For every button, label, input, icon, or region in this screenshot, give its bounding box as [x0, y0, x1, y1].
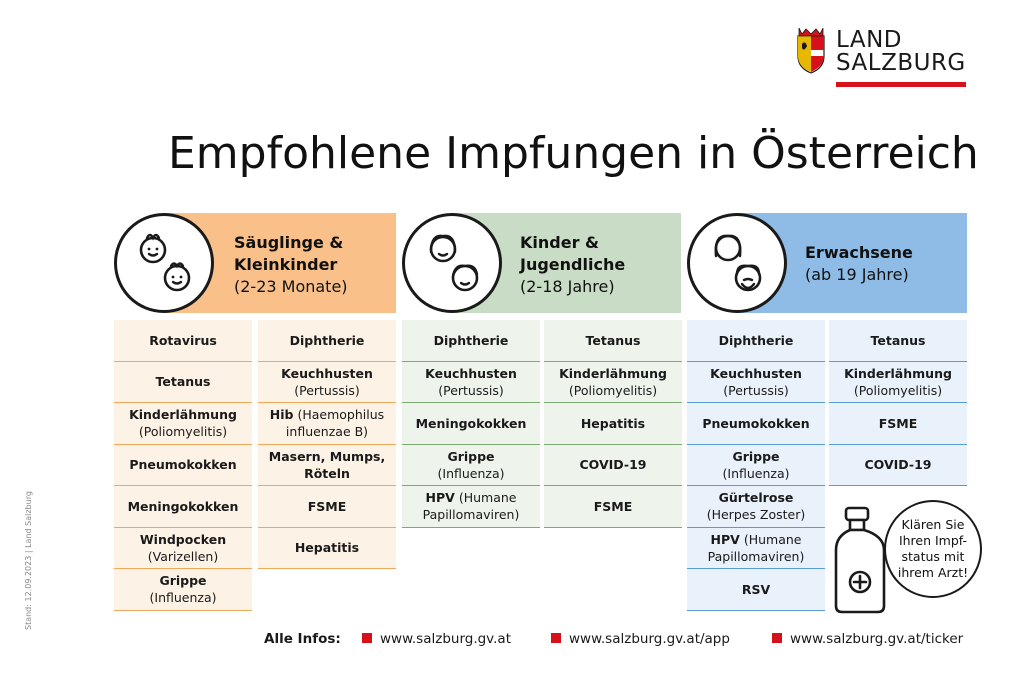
vaccine-name-line2: Röteln — [304, 465, 350, 481]
vaccine-name: Diphtherie — [718, 332, 794, 348]
speech-bubble-text: Klären Sie Ihren Impf- status mit ihrem Arzt! — [897, 517, 969, 580]
vaccine-name: COVID-19 — [579, 457, 647, 473]
vaccine-column-infants-1 — [114, 320, 252, 611]
page-title: Empfohlene Impfungen in Österreich — [168, 128, 979, 179]
vaccine-detail-inline: (Humane — [743, 531, 802, 547]
group-title-children-line2: Jugendliche — [520, 255, 626, 274]
vaccine-name: Kinderlähmung — [559, 365, 667, 381]
adults-icon — [687, 213, 787, 313]
vaccine-detail: (Pertussis) — [438, 382, 504, 398]
vaccine-name: RSV — [741, 581, 771, 597]
vaccine-cell — [402, 320, 540, 362]
children-icon — [402, 213, 502, 313]
vaccine-cell — [114, 362, 252, 404]
vaccine-column-adults-1 — [687, 320, 825, 611]
land-salzburg-logo — [794, 26, 974, 90]
vaccine-name: Grippe — [447, 448, 495, 464]
vaccine-detail: Papillomaviren) — [707, 548, 805, 564]
footer-link-ticker[interactable] — [772, 631, 963, 647]
group-header-adults — [687, 213, 967, 313]
vaccine-name: Pneumokokken — [129, 457, 237, 473]
vaccine-name: Tetanus — [155, 374, 211, 390]
vaccine-column-infants-2 — [258, 320, 396, 569]
vaccine-name: Rotavirus — [149, 332, 217, 348]
vaccine-name: Masern, Mumps, — [268, 448, 386, 464]
vaccine-cell — [114, 445, 252, 487]
vaccine-name: Tetanus — [870, 332, 926, 348]
footer-link-text: www.salzburg.gv.at/app — [569, 631, 730, 647]
vaccine-cell — [258, 445, 396, 487]
vaccine-detail: (Poliomyelitis) — [568, 382, 658, 398]
vaccine-name: Meningokokken — [415, 415, 527, 431]
group-subtitle-adults: (ab 19 Jahre) — [805, 265, 909, 284]
vaccine-name: COVID-19 — [864, 457, 932, 473]
vaccine-cell — [687, 320, 825, 362]
vaccine-cell — [258, 403, 396, 445]
footer-link-text: www.salzburg.gv.at — [380, 631, 511, 647]
vaccine-cell — [687, 569, 825, 611]
vaccine-name: FSME — [307, 498, 347, 514]
vaccine-name: Diphtherie — [289, 332, 365, 348]
vaccine-cell — [687, 528, 825, 570]
vaccine-cell — [544, 445, 682, 487]
vaccine-cell — [114, 486, 252, 528]
logo-underline — [836, 82, 966, 87]
vaccine-name: Meningokokken — [127, 498, 239, 514]
vaccine-cell — [114, 320, 252, 362]
vaccine-column-adults-2 — [829, 320, 967, 486]
vaccine-cell — [402, 403, 540, 445]
vaccine-detail: (Pertussis) — [294, 382, 360, 398]
red-square-icon — [772, 633, 782, 643]
logo-line-land: LAND — [836, 27, 902, 53]
vaccine-detail: (Pertussis) — [723, 382, 789, 398]
vaccine-cell — [687, 403, 825, 445]
vaccine-name: Keuchhusten — [710, 365, 802, 381]
footer-link-website[interactable] — [362, 631, 511, 647]
vaccine-cell — [258, 320, 396, 362]
vaccine-name: HPV — [710, 531, 740, 547]
vaccine-detail: (Influenza) — [437, 465, 505, 481]
speech-bubble — [884, 500, 982, 598]
vaccine-name: Hepatitis — [294, 540, 360, 556]
red-square-icon — [551, 633, 561, 643]
vaccine-cell — [258, 528, 396, 570]
vaccine-cell — [114, 569, 252, 611]
footer-link-text: www.salzburg.gv.at/ticker — [790, 631, 964, 647]
vaccine-cell — [687, 362, 825, 404]
date-note: Stand: 12.09.2023 | Land Salzburg — [24, 491, 33, 630]
group-title-adults: Erwachsene — [805, 243, 913, 262]
vaccine-cell — [402, 362, 540, 404]
vaccine-detail: (Varizellen) — [147, 548, 219, 564]
group-title-infants-line2: Kleinkinder — [234, 255, 338, 274]
vaccine-cell — [687, 445, 825, 487]
vaccine-name: Keuchhusten — [281, 365, 373, 381]
group-subtitle-infants: (2-23 Monate) — [234, 277, 348, 296]
logo-line-salzburg: SALZBURG — [836, 50, 966, 76]
vaccine-detail: (Poliomyelitis) — [138, 424, 228, 440]
vaccine-name: Gürtelrose — [718, 490, 794, 506]
vaccine-cell — [544, 403, 682, 445]
vaccine-cell — [114, 403, 252, 445]
footer-link-app[interactable] — [551, 631, 730, 647]
vaccine-cell — [258, 486, 396, 528]
vaccine-name: Hepatitis — [580, 415, 646, 431]
vaccine-detail: (Influenza) — [149, 590, 217, 606]
vaccine-cell — [829, 362, 967, 404]
vaccine-detail-inline: (Humane — [458, 490, 517, 506]
vaccine-name: Grippe — [732, 448, 780, 464]
red-square-icon — [362, 633, 372, 643]
vaccine-name: Tetanus — [585, 332, 641, 348]
vaccine-name: HPV — [425, 490, 455, 506]
vaccine-cell — [402, 445, 540, 487]
vaccine-detail: Papillomaviren) — [422, 507, 520, 523]
vaccine-detail: influenzae B) — [285, 424, 369, 440]
vaccine-name: FSME — [593, 498, 633, 514]
vaccine-name: Diphtherie — [433, 332, 509, 348]
group-title-infants-line1: Säuglinge & — [234, 233, 344, 252]
vaccine-detail: (Herpes Zoster) — [706, 507, 806, 523]
vaccine-name: Pneumokokken — [702, 415, 810, 431]
vaccine-cell — [258, 362, 396, 404]
vaccine-cell — [829, 320, 967, 362]
footer-label: Alle Infos: — [264, 631, 341, 647]
vaccine-cell — [829, 403, 967, 445]
vaccine-cell — [829, 445, 967, 487]
vaccine-detail-inline: (Haemophilus — [297, 407, 385, 423]
vaccine-cell — [402, 486, 540, 528]
vaccine-name: Keuchhusten — [425, 365, 517, 381]
vaccine-name: FSME — [878, 415, 918, 431]
vaccine-cell — [544, 362, 682, 404]
vaccine-column-children-2 — [544, 320, 682, 528]
group-subtitle-children: (2-18 Jahre) — [520, 277, 615, 296]
group-header-infants — [114, 213, 396, 313]
vaccine-column-children-1 — [402, 320, 540, 528]
vaccine-name: Kinderlähmung — [129, 407, 237, 423]
vaccine-detail: (Poliomyelitis) — [853, 382, 943, 398]
footer — [0, 631, 1024, 651]
vaccine-cell — [544, 320, 682, 362]
vaccine-bottle-icon — [830, 504, 890, 616]
group-title-children-line1: Kinder & — [520, 233, 599, 252]
salzburg-crest-icon — [794, 26, 828, 74]
vaccine-cell — [114, 528, 252, 570]
vaccine-name: Kinderlähmung — [844, 365, 952, 381]
group-header-children — [402, 213, 681, 313]
vaccine-name: Hib — [269, 407, 294, 423]
babies-icon — [114, 213, 214, 313]
vaccine-cell — [687, 486, 825, 528]
vaccine-detail: (Influenza) — [722, 465, 790, 481]
vaccine-name: Grippe — [159, 573, 207, 589]
vaccine-cell — [544, 486, 682, 528]
vaccine-name: Windpocken — [139, 531, 227, 547]
